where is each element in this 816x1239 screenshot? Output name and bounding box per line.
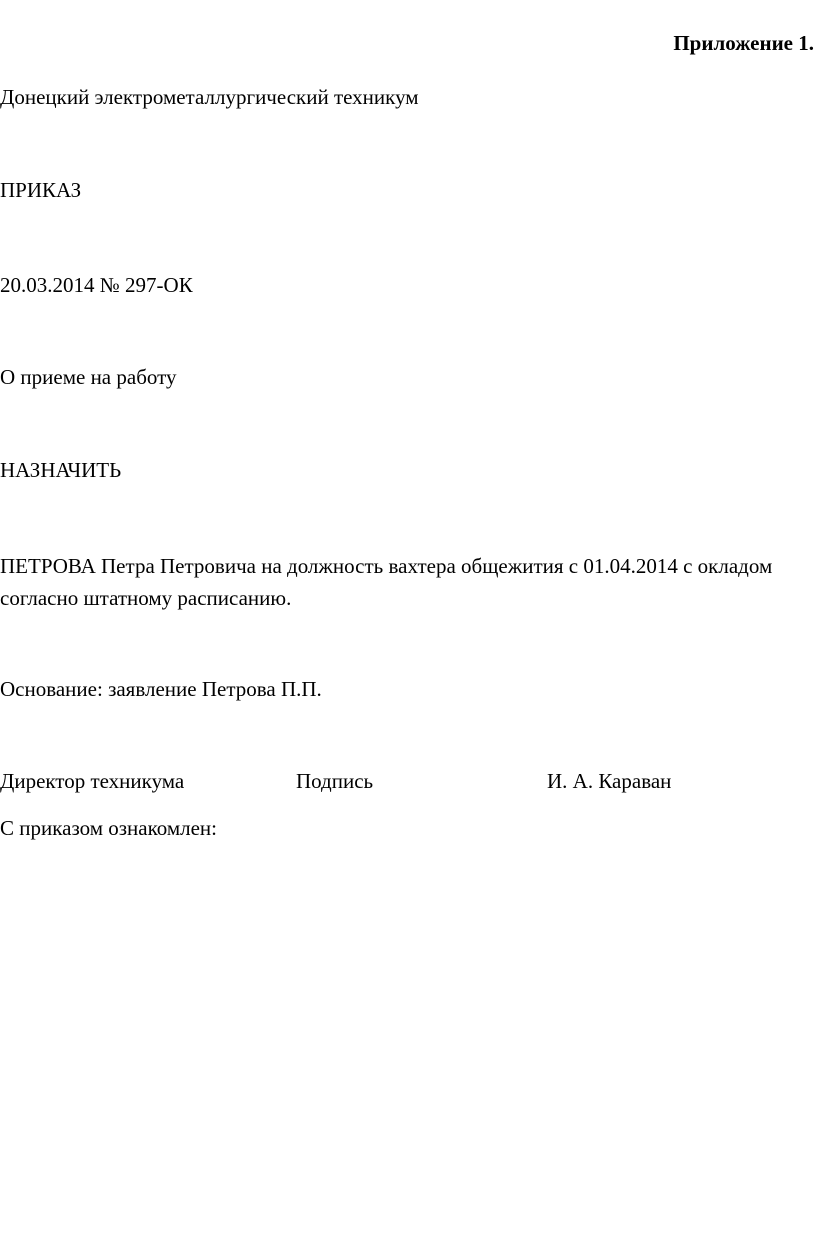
signatory-name: И. А. Караван <box>547 769 672 793</box>
order-body-text: ПЕТРОВА Петра Петровича на должность вахтера общежития с 01.04.2014 с окладом согласно штатному расписанию. <box>0 554 773 610</box>
acknowledgement-line: С приказом ознакомлен: <box>0 816 218 840</box>
document-type: ПРИКАЗ <box>0 178 82 202</box>
signatory-position: Директор техникума <box>0 769 185 793</box>
organization-name: Донецкий электрометаллургический техникум <box>0 85 419 109</box>
order-basis: Основание: заявление Петрова П.П. <box>0 677 322 701</box>
appendix-label: Приложение 1. <box>673 31 814 55</box>
signature-label: Подпись <box>296 769 374 793</box>
signature-row <box>0 768 816 798</box>
directive-word: НАЗНАЧИТЬ <box>0 458 122 482</box>
document-date-number: 20.03.2014 № 297-ОК <box>0 273 193 297</box>
document-subject: О приеме на работу <box>0 365 177 389</box>
